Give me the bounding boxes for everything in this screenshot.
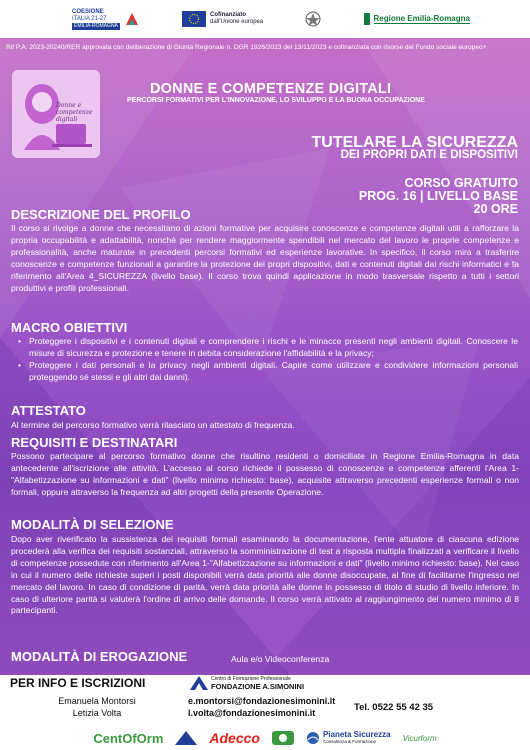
heading-selezione: MODALITÀ DI SELEZIONE [11, 517, 174, 532]
phone-number: Tel. 0522 55 42 35 [354, 702, 434, 713]
top-logos-bar [0, 0, 530, 38]
fondazione-small-logo-icon [175, 731, 197, 745]
text-attestato: Al termine del percorso formativo verrà rilasciato un attestato di frequenza. [11, 420, 295, 430]
coesione-italia-logo: COESIONE ITALIA 21-27 EMILIA-ROMAGNA [72, 9, 140, 30]
info-heading: PER INFO E ISCRIZIONI [10, 676, 146, 690]
contact-name: Emanuela Montorsi [58, 696, 136, 706]
eu-logo: Cofinanziato dall'Unione europea [182, 11, 263, 27]
course-title: TUTELARE LA SICUREZZA [311, 134, 518, 151]
illustration-caption: Donne e competenze digitali [56, 102, 93, 123]
pianeta-sicurezza-logo: Pianeta Sicurezza Consulenza & Formazione [306, 731, 391, 745]
fondazione-mark-icon [190, 676, 208, 690]
heading-requisiti: REQUISITI E DESTINATARI [11, 435, 178, 450]
heading-erogazione: MODALITÀ DI EROGAZIONE [11, 649, 188, 664]
centoform-logo: CentOfOrm [93, 730, 164, 746]
contact-email-link[interactable]: l.volta@fondazionesimonini.it [188, 708, 316, 718]
pianeta-icon [306, 731, 320, 745]
list-obiettivi [18, 336, 518, 384]
text-selezione: Dopo aver riverificato la sussistenza dei requisiti formali esaminando la documentazione, l'ente attuatore di ciascuna edizione procederà alla verifica dei requisiti sostanziali, attraverso la somministrazione di test a risposta multipla finalizzati a verificare il livello di competenze possedute con riferimento all'Area 1-"Alfabetizzazione su informazioni e dati" (livello minimo richiesto: base). Nel caso in cui il numero delle richieste superi i posti disponibili verrà data priorità alle donne disoccupate, al fine di facilitarne l'ingresso nel mercato del lavoro. In caso di condizione di parità, verrà data priorità alle donne in possesso di titolo di studio di livello inferiore. In caso di ulteriore parità si valuterà l'ordine di arrivo delle domande. Il corso verrà attivato al raggiungimento del numero minimo di 8 partecipanti. [11, 534, 519, 616]
rif-pa-text: Rif P.A: 2023-20240/RER approvata con deliberazione di Giunta Regionale n. DGR 1926/2023 del 13/11/2023 e cofinanziata con risorse del Fondo sociale europeo+ [6, 44, 487, 51]
eu-flag-icon [182, 11, 206, 27]
heading-profilo: DESCRIZIONE DEL PROFILO [11, 207, 191, 222]
partner-badge-icon [272, 731, 294, 745]
list-item: • Proteggere i dispositivi e i contenuti digitali e comprendere i rischi e le minacce presenti negli ambienti digitali. Conoscere le misure di sicurezza e protezione e tenere in debita considerazione l'affidabilità e la privacy; [18, 336, 518, 360]
fondazione-simonini-logo: Centro di Formazione Professionale FONDAZIONE A.SIMONINI [190, 675, 304, 691]
heading-obiettivi: MACRO OBIETTIVI [11, 320, 128, 335]
regione-emilia-romagna-logo: Regione Emilia-Romagna [364, 13, 470, 25]
course-illustration [12, 70, 100, 158]
erogazione-value: Aula e/o Videoconferenza [231, 654, 330, 664]
contact-emails [188, 695, 335, 719]
coesione-mark-icon [124, 11, 140, 27]
page-title: DONNE E COMPETENZE DIGITALI [150, 81, 392, 97]
emblem-icon [305, 10, 321, 28]
course-info: CORSO GRATUITO PROG. 16 | LIVELLO BASE 20 ORE [358, 176, 518, 216]
text-requisiti: Possono partecipare al percorso formativo donne che risultino residenti o domiciliate in Regione Emilia-Romagna in data antecedente all'iscrizione alle attività. L'accesso al corso richiede il possesso di conoscenze e competenze afferenti l'Area 1-"Alfabetizzazione su informazioni e dati" (livello minimo richiesto: base), acquisite attraverso precedenti esperienze formali o non formali, oppure attraverso la frequenza ad altri progetti della presente Operazione. [11, 451, 519, 497]
text-profilo: Il corso si rivolge a donne che necessitano di azioni formative per acquisire conoscenze e competenze digitali utili a rafforzare la propria occupabilità e adattabilità, nonché per rendere maggiormente spendibili nel mercato del lavoro le proprie competenze e professionalità, anche maturate in precedenti percorsi formativi ed esperienze lavorative. In specifico, il corso mira a trasferire conoscenze e competenze funzionali a garantire la protezione dei propri dispositivi, dati e contenuti digitali dai rischi informatici e fa riferimento all'Area 4_SICUREZZA (livello base). Il corso trova quindi applicazione in modo trasversale rispetto a tutti i settori produttivi e profili professionali. [11, 223, 519, 293]
course-subtitle: DEI PROPRI DATI E DISPOSITIVI [340, 149, 518, 161]
heading-attestato: ATTESTATO [11, 403, 86, 418]
page-subtitle: PERCORSI FORMATIVI PER L'INNOVAZIONE, LO SVILUPPO E LA BUONA OCCUPAZIONE [127, 97, 425, 104]
contact-name: Letizia Volta [72, 708, 122, 718]
flyer-main-area [0, 38, 530, 675]
footer [0, 675, 530, 750]
italian-republic-emblem [305, 10, 321, 28]
contact-names [42, 695, 152, 719]
partner-logos [0, 726, 530, 750]
list-item: • Proteggere i dati personali e la privacy negli ambienti digitali. Capire come utilizzare e condividere informazioni personali proteggendo sé stessi e gli altri dai danni). [18, 360, 518, 384]
contact-email-link[interactable]: e.montorsi@fondazionesimonini.it [188, 696, 336, 706]
adecco-logo: Adecco [209, 730, 260, 746]
vicurform-logo: Vicurform [402, 733, 437, 743]
